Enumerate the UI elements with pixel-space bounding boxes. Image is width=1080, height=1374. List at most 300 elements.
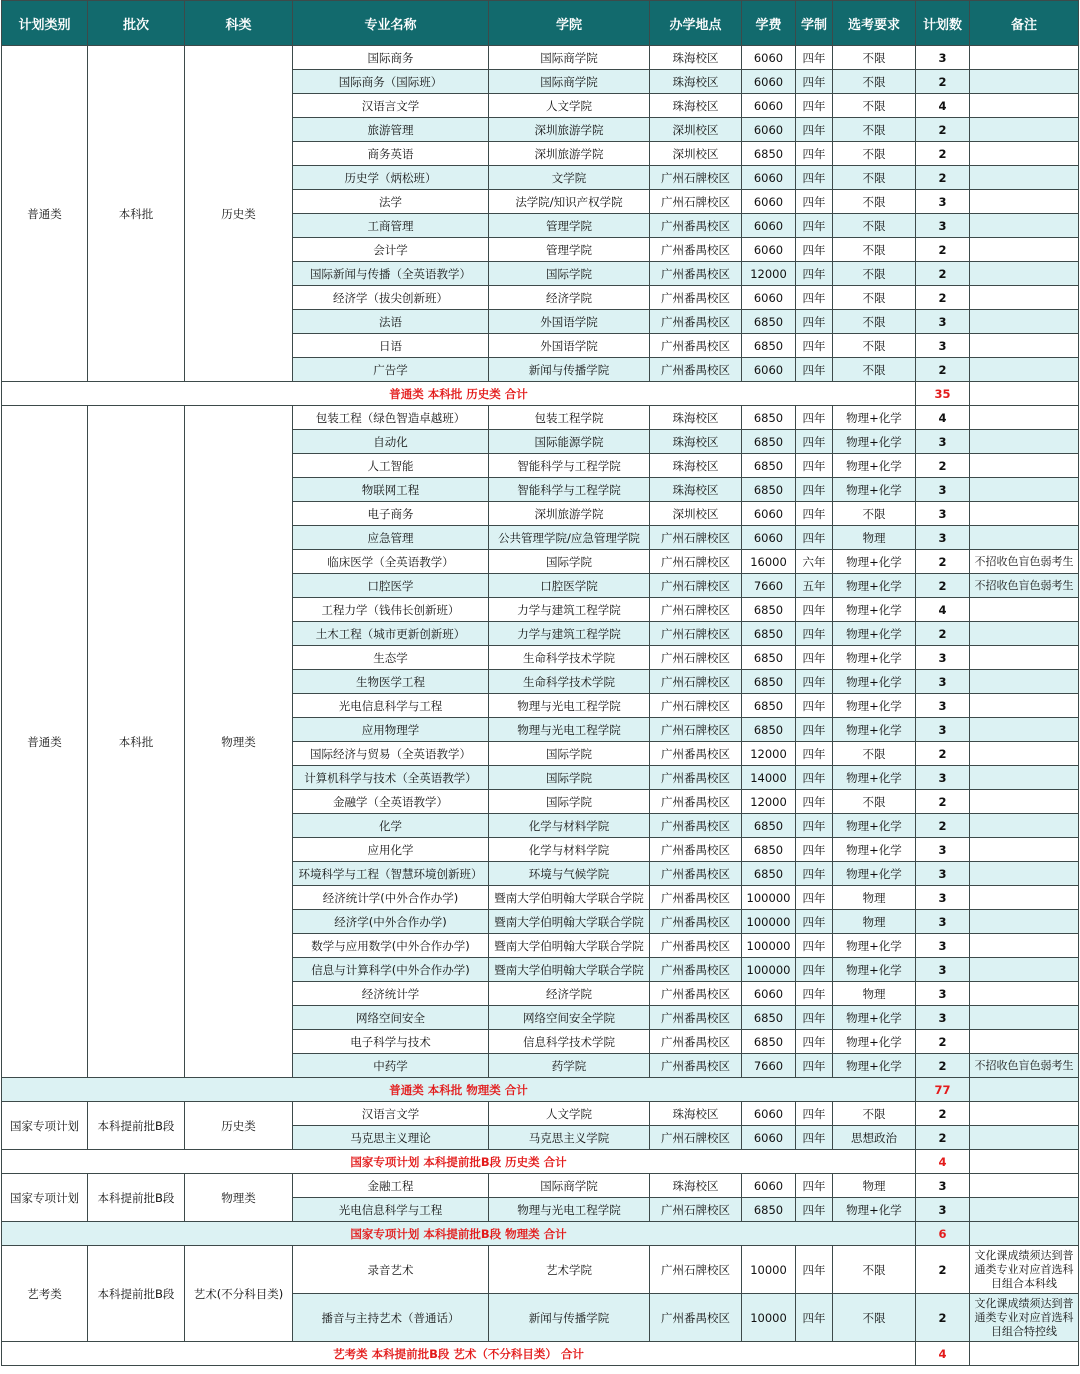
col-header: 备注 — [970, 1, 1079, 46]
duration: 四年 — [796, 934, 833, 958]
college: 网络空间安全学院 — [489, 1006, 650, 1030]
tuition: 6850 — [742, 1006, 796, 1030]
group-batch: 本科提前批B段 — [88, 1246, 185, 1342]
col-header: 计划数 — [916, 1, 970, 46]
tuition: 6060 — [742, 166, 796, 190]
campus: 广州番禺校区 — [650, 958, 742, 982]
campus: 广州石牌校区 — [650, 574, 742, 598]
college: 国际学院 — [489, 790, 650, 814]
table-row — [2, 1174, 1079, 1198]
college: 法学院/知识产权学院 — [489, 190, 650, 214]
major-name: 口腔医学 — [293, 574, 489, 598]
group-category: 国家专项计划 — [2, 1102, 88, 1150]
plan-count: 3 — [916, 838, 970, 862]
remark — [970, 190, 1079, 214]
duration: 四年 — [796, 958, 833, 982]
remark — [970, 1006, 1079, 1030]
major-name: 工程力学（钱伟长创新班） — [293, 598, 489, 622]
plan-count: 3 — [916, 334, 970, 358]
college: 国际学院 — [489, 550, 650, 574]
table-row — [2, 46, 1079, 70]
major-name: 马克思主义理论 — [293, 1126, 489, 1150]
tuition: 6850 — [742, 1030, 796, 1054]
tuition: 14000 — [742, 766, 796, 790]
remark — [970, 982, 1079, 1006]
subject-requirement: 物理 — [833, 910, 916, 934]
tuition: 6060 — [742, 982, 796, 1006]
group-subject: 艺术(不分科目类) — [185, 1246, 293, 1342]
remark — [970, 814, 1079, 838]
remark — [970, 238, 1079, 262]
duration: 四年 — [796, 454, 833, 478]
col-header: 学费 — [742, 1, 796, 46]
subject-requirement: 物理+化学 — [833, 1198, 916, 1222]
major-name: 应用物理学 — [293, 718, 489, 742]
college: 物理与光电工程学院 — [489, 1198, 650, 1222]
group-category: 普通类 — [2, 46, 88, 382]
subject-requirement: 不限 — [833, 214, 916, 238]
duration: 四年 — [796, 1006, 833, 1030]
plan-count: 3 — [916, 478, 970, 502]
tuition: 6850 — [742, 142, 796, 166]
plan-count: 2 — [916, 262, 970, 286]
major-name: 信息与计算科学(中外合作办学) — [293, 958, 489, 982]
campus: 广州番禺校区 — [650, 1054, 742, 1078]
plan-count: 2 — [916, 814, 970, 838]
group-subject: 历史类 — [185, 46, 293, 382]
remark — [970, 94, 1079, 118]
campus: 广州石牌校区 — [650, 550, 742, 574]
plan-count: 2 — [916, 622, 970, 646]
remark — [970, 1198, 1079, 1222]
campus: 珠海校区 — [650, 478, 742, 502]
major-name: 化学 — [293, 814, 489, 838]
plan-count: 3 — [916, 190, 970, 214]
major-name: 生态学 — [293, 646, 489, 670]
tuition: 6850 — [742, 598, 796, 622]
college: 智能科学与工程学院 — [489, 454, 650, 478]
campus: 广州番禺校区 — [650, 214, 742, 238]
subject-requirement: 不限 — [833, 334, 916, 358]
college: 环境与气候学院 — [489, 862, 650, 886]
remark — [970, 742, 1079, 766]
plan-count: 4 — [916, 94, 970, 118]
remark — [970, 958, 1079, 982]
remark — [970, 454, 1079, 478]
campus: 广州石牌校区 — [650, 694, 742, 718]
subject-requirement: 物理+化学 — [833, 598, 916, 622]
plan-count: 2 — [916, 238, 970, 262]
subject-requirement: 不限 — [833, 1102, 916, 1126]
subject-requirement: 物理+化学 — [833, 574, 916, 598]
major-name: 人工智能 — [293, 454, 489, 478]
remark — [970, 790, 1079, 814]
subject-requirement: 不限 — [833, 790, 916, 814]
remark: 不招收色盲色弱考生 — [970, 574, 1079, 598]
duration: 四年 — [796, 838, 833, 862]
major-name: 国际新闻与传播（全英语教学） — [293, 262, 489, 286]
subject-requirement: 不限 — [833, 310, 916, 334]
campus: 广州番禺校区 — [650, 1294, 742, 1342]
remark — [970, 478, 1079, 502]
total-label: 国家专项计划 本科提前批B段 历史类 合计 — [2, 1150, 916, 1174]
col-header: 批次 — [88, 1, 185, 46]
remark — [970, 526, 1079, 550]
college: 管理学院 — [489, 238, 650, 262]
campus: 广州番禺校区 — [650, 814, 742, 838]
col-header: 学制 — [796, 1, 833, 46]
remark: 不招收色盲色弱考生 — [970, 550, 1079, 574]
duration: 四年 — [796, 1126, 833, 1150]
major-name: 网络空间安全 — [293, 1006, 489, 1030]
subject-requirement: 不限 — [833, 190, 916, 214]
campus: 广州番禺校区 — [650, 838, 742, 862]
campus: 广州番禺校区 — [650, 310, 742, 334]
major-name: 汉语言文学 — [293, 94, 489, 118]
remark — [970, 46, 1079, 70]
college: 生命科学技术学院 — [489, 670, 650, 694]
subject-requirement: 物理+化学 — [833, 694, 916, 718]
subject-requirement: 物理+化学 — [833, 862, 916, 886]
col-header: 计划类别 — [2, 1, 88, 46]
tuition: 6060 — [742, 238, 796, 262]
major-name: 包装工程（绿色智造卓越班） — [293, 406, 489, 430]
remark — [970, 646, 1079, 670]
major-name: 临床医学（全英语教学） — [293, 550, 489, 574]
subject-requirement: 物理+化学 — [833, 646, 916, 670]
college: 国际商学院 — [489, 1174, 650, 1198]
tuition: 16000 — [742, 550, 796, 574]
plan-count: 3 — [916, 766, 970, 790]
total-label: 艺考类 本科提前批B段 艺术（不分科目类） 合计 — [2, 1342, 916, 1366]
total-row — [2, 1342, 1079, 1366]
total-remark — [970, 1342, 1079, 1366]
college: 经济学院 — [489, 286, 650, 310]
total-row — [2, 1222, 1079, 1246]
subject-requirement: 物理 — [833, 886, 916, 910]
major-name: 经济学(中外合作办学) — [293, 910, 489, 934]
campus: 广州番禺校区 — [650, 358, 742, 382]
plan-count: 3 — [916, 214, 970, 238]
tuition: 6060 — [742, 118, 796, 142]
tuition: 6060 — [742, 94, 796, 118]
group-subject: 物理类 — [185, 1174, 293, 1222]
tuition: 6850 — [742, 334, 796, 358]
duration: 四年 — [796, 1198, 833, 1222]
plan-count: 2 — [916, 286, 970, 310]
subject-requirement: 思想政治 — [833, 1126, 916, 1150]
plan-count: 3 — [916, 910, 970, 934]
tuition: 6850 — [742, 430, 796, 454]
college: 物理与光电工程学院 — [489, 694, 650, 718]
tuition: 100000 — [742, 886, 796, 910]
college: 国际学院 — [489, 742, 650, 766]
subject-requirement: 不限 — [833, 1294, 916, 1342]
col-header: 专业名称 — [293, 1, 489, 46]
major-name: 应用化学 — [293, 838, 489, 862]
duration: 四年 — [796, 286, 833, 310]
plan-count: 2 — [916, 454, 970, 478]
tuition: 6060 — [742, 286, 796, 310]
total-remark — [970, 1222, 1079, 1246]
subject-requirement: 不限 — [833, 1246, 916, 1294]
campus: 珠海校区 — [650, 94, 742, 118]
duration: 四年 — [796, 1294, 833, 1342]
remark — [970, 622, 1079, 646]
plan-count: 3 — [916, 934, 970, 958]
major-name: 应急管理 — [293, 526, 489, 550]
tuition: 6850 — [742, 838, 796, 862]
major-name: 法学 — [293, 190, 489, 214]
total-remark — [970, 1150, 1079, 1174]
tuition: 6060 — [742, 358, 796, 382]
subject-requirement: 物理+化学 — [833, 622, 916, 646]
campus: 广州番禺校区 — [650, 334, 742, 358]
major-name: 电子商务 — [293, 502, 489, 526]
duration: 四年 — [796, 718, 833, 742]
duration: 四年 — [796, 1174, 833, 1198]
campus: 珠海校区 — [650, 1102, 742, 1126]
group-category: 普通类 — [2, 406, 88, 1078]
remark — [970, 214, 1079, 238]
plan-count: 3 — [916, 982, 970, 1006]
duration: 四年 — [796, 790, 833, 814]
tuition: 6850 — [742, 670, 796, 694]
remark — [970, 310, 1079, 334]
subject-requirement: 不限 — [833, 238, 916, 262]
college: 化学与材料学院 — [489, 814, 650, 838]
remark — [970, 502, 1079, 526]
subject-requirement: 物理+化学 — [833, 1054, 916, 1078]
college: 人文学院 — [489, 1102, 650, 1126]
plan-count: 4 — [916, 598, 970, 622]
remark: 文化课成绩须达到普通类专业对应首选科目组合本科线 — [970, 1246, 1079, 1294]
plan-count: 2 — [916, 1054, 970, 1078]
group-category: 国家专项计划 — [2, 1174, 88, 1222]
subject-requirement: 物理+化学 — [833, 670, 916, 694]
tuition: 6060 — [742, 1126, 796, 1150]
major-name: 自动化 — [293, 430, 489, 454]
tuition: 6850 — [742, 310, 796, 334]
college: 文学院 — [489, 166, 650, 190]
major-name: 工商管理 — [293, 214, 489, 238]
total-label: 普通类 本科批 历史类 合计 — [2, 382, 916, 406]
subject-requirement: 物理+化学 — [833, 1030, 916, 1054]
plan-count: 3 — [916, 718, 970, 742]
duration: 四年 — [796, 406, 833, 430]
duration: 四年 — [796, 358, 833, 382]
subject-requirement: 物理+化学 — [833, 814, 916, 838]
campus: 深圳校区 — [650, 118, 742, 142]
subject-requirement: 不限 — [833, 742, 916, 766]
subject-requirement: 物理 — [833, 526, 916, 550]
tuition: 6850 — [742, 622, 796, 646]
subject-requirement: 物理+化学 — [833, 406, 916, 430]
tuition: 6850 — [742, 454, 796, 478]
college: 管理学院 — [489, 214, 650, 238]
subject-requirement: 不限 — [833, 262, 916, 286]
total-row — [2, 1078, 1079, 1102]
major-name: 经济学（拔尖创新班） — [293, 286, 489, 310]
plan-count: 2 — [916, 790, 970, 814]
major-name: 物联网工程 — [293, 478, 489, 502]
tuition: 6060 — [742, 70, 796, 94]
total-label: 普通类 本科批 物理类 合计 — [2, 1078, 916, 1102]
table-row — [2, 1102, 1079, 1126]
tuition: 6060 — [742, 1174, 796, 1198]
remark — [970, 1174, 1079, 1198]
subject-requirement: 物理+化学 — [833, 430, 916, 454]
duration: 四年 — [796, 70, 833, 94]
plan-count: 2 — [916, 1294, 970, 1342]
remark — [970, 934, 1079, 958]
plan-count: 3 — [916, 886, 970, 910]
plan-count: 2 — [916, 742, 970, 766]
subject-requirement: 物理 — [833, 1174, 916, 1198]
college: 新闻与传播学院 — [489, 358, 650, 382]
plan-count: 2 — [916, 166, 970, 190]
tuition: 100000 — [742, 934, 796, 958]
plan-count: 3 — [916, 862, 970, 886]
campus: 珠海校区 — [650, 430, 742, 454]
remark — [970, 1126, 1079, 1150]
subject-requirement: 物理+化学 — [833, 1006, 916, 1030]
major-name: 电子科学与技术 — [293, 1030, 489, 1054]
remark — [970, 1030, 1079, 1054]
tuition: 6060 — [742, 190, 796, 214]
campus: 广州石牌校区 — [650, 718, 742, 742]
campus: 广州番禺校区 — [650, 982, 742, 1006]
major-name: 金融学（全英语教学） — [293, 790, 489, 814]
tuition: 100000 — [742, 958, 796, 982]
tuition: 7660 — [742, 574, 796, 598]
subject-requirement: 物理+化学 — [833, 934, 916, 958]
tuition: 6060 — [742, 214, 796, 238]
tuition: 6850 — [742, 694, 796, 718]
campus: 广州番禺校区 — [650, 1030, 742, 1054]
remark — [970, 718, 1079, 742]
plan-count: 3 — [916, 1198, 970, 1222]
college: 力学与建筑工程学院 — [489, 598, 650, 622]
college: 外国语学院 — [489, 334, 650, 358]
college: 深圳旅游学院 — [489, 142, 650, 166]
remark — [970, 1102, 1079, 1126]
duration: 四年 — [796, 1102, 833, 1126]
subject-requirement: 不限 — [833, 358, 916, 382]
tuition: 12000 — [742, 262, 796, 286]
subject-requirement: 不限 — [833, 70, 916, 94]
campus: 广州石牌校区 — [650, 670, 742, 694]
major-name: 土木工程（城市更新创新班） — [293, 622, 489, 646]
duration: 四年 — [796, 166, 833, 190]
duration: 四年 — [796, 238, 833, 262]
remark — [970, 166, 1079, 190]
major-name: 法语 — [293, 310, 489, 334]
campus: 广州番禺校区 — [650, 238, 742, 262]
duration: 四年 — [796, 310, 833, 334]
duration: 四年 — [796, 430, 833, 454]
duration: 四年 — [796, 766, 833, 790]
remark: 文化课成绩须达到普通类专业对应首选科目组合特控线 — [970, 1294, 1079, 1342]
remark — [970, 334, 1079, 358]
group-batch: 本科提前批B段 — [88, 1174, 185, 1222]
major-name: 中药学 — [293, 1054, 489, 1078]
tuition: 6060 — [742, 526, 796, 550]
duration: 四年 — [796, 814, 833, 838]
subject-requirement: 物理+化学 — [833, 838, 916, 862]
tuition: 6850 — [742, 718, 796, 742]
plan-count: 3 — [916, 694, 970, 718]
table-body — [2, 46, 1079, 1366]
duration: 四年 — [796, 502, 833, 526]
college: 国际学院 — [489, 766, 650, 790]
group-batch: 本科批 — [88, 406, 185, 1078]
duration: 四年 — [796, 598, 833, 622]
major-name: 国际经济与贸易（全英语教学） — [293, 742, 489, 766]
duration: 四年 — [796, 742, 833, 766]
remark — [970, 886, 1079, 910]
campus: 广州番禺校区 — [650, 1006, 742, 1030]
remark — [970, 358, 1079, 382]
college: 外国语学院 — [489, 310, 650, 334]
plan-count: 3 — [916, 502, 970, 526]
total-count: 6 — [916, 1222, 970, 1246]
total-row — [2, 1150, 1079, 1174]
college: 暨南大学伯明翰大学联合学院 — [489, 886, 650, 910]
duration: 四年 — [796, 1054, 833, 1078]
tuition: 6850 — [742, 1198, 796, 1222]
remark — [970, 142, 1079, 166]
college: 物理与光电工程学院 — [489, 718, 650, 742]
college: 人文学院 — [489, 94, 650, 118]
duration: 四年 — [796, 526, 833, 550]
duration: 四年 — [796, 910, 833, 934]
campus: 广州番禺校区 — [650, 910, 742, 934]
subject-requirement: 物理+化学 — [833, 478, 916, 502]
college: 生命科学技术学院 — [489, 646, 650, 670]
major-name: 商务英语 — [293, 142, 489, 166]
total-label: 国家专项计划 本科提前批B段 物理类 合计 — [2, 1222, 916, 1246]
major-name: 日语 — [293, 334, 489, 358]
duration: 四年 — [796, 982, 833, 1006]
campus: 广州石牌校区 — [650, 646, 742, 670]
remark — [970, 694, 1079, 718]
group-subject: 历史类 — [185, 1102, 293, 1150]
total-count: 4 — [916, 1150, 970, 1174]
duration: 四年 — [796, 646, 833, 670]
col-header: 选考要求 — [833, 1, 916, 46]
header-row — [2, 1, 1079, 46]
plan-count: 3 — [916, 958, 970, 982]
major-name: 计算机科学与技术（全英语教学） — [293, 766, 489, 790]
major-name: 旅游管理 — [293, 118, 489, 142]
college: 国际商学院 — [489, 46, 650, 70]
tuition: 6060 — [742, 502, 796, 526]
college: 国际学院 — [489, 262, 650, 286]
subject-requirement: 物理+化学 — [833, 958, 916, 982]
remark — [970, 670, 1079, 694]
major-name: 会计学 — [293, 238, 489, 262]
total-count: 35 — [916, 382, 970, 406]
campus: 深圳校区 — [650, 502, 742, 526]
subject-requirement: 不限 — [833, 118, 916, 142]
major-name: 历史学（炳松班） — [293, 166, 489, 190]
plan-count: 3 — [916, 46, 970, 70]
tuition: 10000 — [742, 1246, 796, 1294]
enrollment-plan-table — [1, 0, 1079, 1366]
major-name: 国际商务 — [293, 46, 489, 70]
remark — [970, 70, 1079, 94]
